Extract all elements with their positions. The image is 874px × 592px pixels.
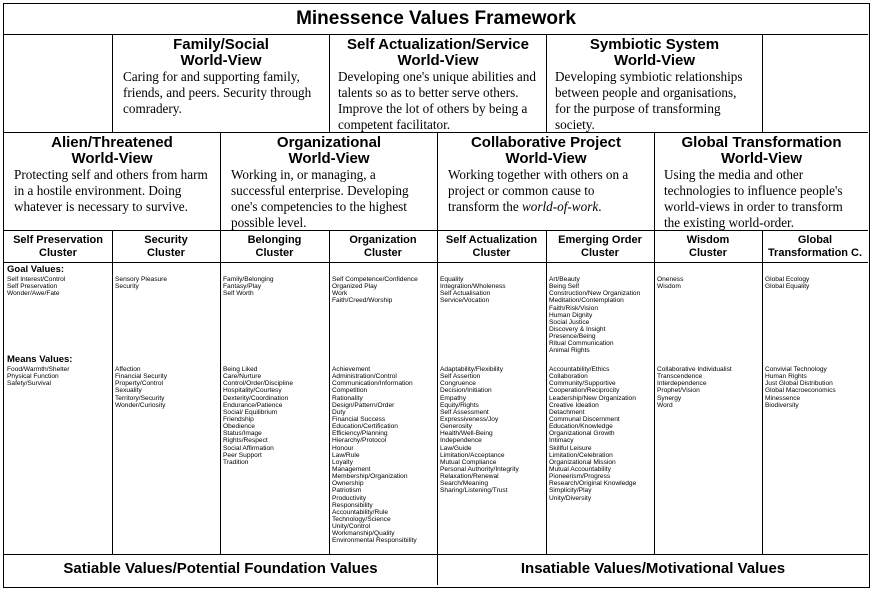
value-item: Organizational Growth xyxy=(549,430,615,438)
value-item: Social Affirmation xyxy=(223,444,274,452)
value-item: Wisdom xyxy=(657,283,681,291)
page-title: Minessence Values Framework xyxy=(296,8,576,29)
value-item: Security xyxy=(115,283,139,291)
worldview-family-social xyxy=(113,37,329,131)
means-values-list xyxy=(549,366,636,502)
worldview-description: between people and organisations, xyxy=(555,85,737,100)
value-item: Collaborative Individualist xyxy=(657,366,732,373)
cluster-header-line: Security xyxy=(144,234,188,246)
worldview-description: Working in, or managing, a xyxy=(231,167,376,182)
value-item: Human Rights xyxy=(765,373,807,381)
value-item: Generosity xyxy=(440,423,472,431)
worldview-title: World-View xyxy=(397,52,479,69)
cluster-header-organization xyxy=(329,234,437,260)
goal-values-list xyxy=(115,276,167,290)
value-item: Peer Support xyxy=(223,451,262,459)
value-item: Expressiveness/Joy xyxy=(440,415,499,423)
value-item: Status/Image xyxy=(223,430,262,438)
worldview-description: Using the media and other xyxy=(664,167,804,182)
rule-title xyxy=(4,34,868,35)
value-item: Fantasy/Play xyxy=(223,283,262,291)
goal-values-label: Goal Values: xyxy=(7,264,65,275)
value-item: Global Macroeconomics xyxy=(765,387,836,395)
value-item: Affection xyxy=(115,366,141,373)
goal-values-list xyxy=(440,276,506,305)
value-item: Financial Success xyxy=(332,415,386,423)
means-values-label: Means Values: xyxy=(7,354,73,365)
cluster-header-line: Cluster xyxy=(581,247,619,259)
value-item: Social/ Equilibrium xyxy=(223,408,278,416)
value-item: Care/Nurture xyxy=(223,373,262,381)
worldview-description: in a hostile environment. Doing xyxy=(14,183,182,198)
description-emphasis: world-of-work xyxy=(521,199,599,214)
value-item: Self Worth xyxy=(223,290,254,298)
value-item: Food/Warmth/Shelter xyxy=(7,366,70,373)
value-item: Duty xyxy=(332,408,346,416)
value-item: Safety/Survival xyxy=(7,380,51,388)
footer-satiable-values: Satiable Values/Potential Foundation Values xyxy=(63,560,378,577)
cluster-header-self-preservation xyxy=(4,234,112,260)
value-item: Limitation/Celebration xyxy=(549,451,613,459)
value-item: Synergy xyxy=(657,394,682,402)
cluster-header-line: Belonging xyxy=(247,234,302,246)
means-values-list xyxy=(440,366,519,495)
value-item: Tradition xyxy=(223,458,249,466)
divider xyxy=(546,230,547,554)
value-item: Accountability/Ethics xyxy=(549,366,610,373)
cluster-header-wisdom xyxy=(654,234,762,260)
worldview-description: the existing world-order. xyxy=(664,215,795,230)
worldview-title: World-View xyxy=(613,52,696,69)
means-values-list xyxy=(223,366,293,466)
value-item: Ownership xyxy=(332,480,364,488)
value-item: Communal Discernment xyxy=(549,415,620,423)
worldview-title: Organizational xyxy=(276,134,382,151)
worldview-title: Alien/Threatened xyxy=(51,134,173,151)
worldview-description: one's competencies to the highest xyxy=(231,199,407,214)
means-values-list xyxy=(115,366,167,409)
value-item: Interdependence xyxy=(657,380,707,388)
value-item: Physical Function xyxy=(7,373,59,381)
cluster-header-security xyxy=(112,234,220,260)
cluster-header-emerging-order xyxy=(546,234,654,260)
means-values-list xyxy=(765,366,836,409)
value-item: Dexterity/Coordination xyxy=(223,394,289,402)
value-item: Global Ecology xyxy=(765,276,810,283)
value-item: Rights/Respect xyxy=(223,437,268,445)
value-item: Faith/Creed/Worship xyxy=(332,297,393,305)
value-item: Research/Original Knowledge xyxy=(549,480,637,488)
value-item: Independence xyxy=(440,437,482,445)
value-item: Work xyxy=(332,290,348,298)
divider xyxy=(329,230,330,554)
value-item: Decision/Initiation xyxy=(440,387,492,395)
worldview-description: Caring for and supporting family, xyxy=(123,69,300,84)
value-item: Pioneerism/Progress xyxy=(549,473,611,481)
divider xyxy=(762,230,763,554)
value-item: Limitation/Acceptance xyxy=(440,451,505,459)
value-item: Obedience xyxy=(223,423,255,431)
value-item: Global Equality xyxy=(765,283,810,291)
value-item: Territory/Security xyxy=(115,394,165,402)
value-item: Sharing/Listening/Trust xyxy=(440,487,508,495)
cluster-header-line: Wisdom xyxy=(686,234,730,246)
worldview-description: society. xyxy=(555,117,595,132)
means-values-list xyxy=(657,366,732,409)
worldview-title: Family/Social xyxy=(173,36,269,53)
value-item: Wonder/Awe/Fate xyxy=(7,290,60,298)
value-item: Unity/Control xyxy=(332,523,371,531)
cluster-header-line: Organization xyxy=(349,234,417,246)
value-item: Law/Rule xyxy=(332,451,360,459)
cluster-header-line: Cluster xyxy=(472,247,511,259)
value-item: Prophet/Vision xyxy=(657,387,700,395)
value-item: Integration/Wholeness xyxy=(440,283,506,291)
worldview-title: World-View xyxy=(720,150,803,167)
value-item: Hospitality/Courtesy xyxy=(223,387,282,395)
worldview-title: Global Transformation xyxy=(681,134,842,151)
means-values-list xyxy=(7,366,69,387)
value-item: Membership/Organization xyxy=(332,473,408,481)
divider xyxy=(437,230,438,585)
value-item: Unity/Diversity xyxy=(549,494,592,502)
worldview-alien-threatened xyxy=(4,135,220,229)
value-item: Faith/Risk/Vision xyxy=(549,304,598,312)
goal-values-list xyxy=(765,276,809,290)
value-item: Rationality xyxy=(332,394,363,402)
value-item: Creative Ideation xyxy=(549,401,599,409)
value-item: Sexuality xyxy=(115,387,142,395)
value-item: Design/Pattern/Order xyxy=(332,401,395,409)
value-item: Search/Meaning xyxy=(440,480,489,488)
worldview-title: World-View xyxy=(288,150,370,167)
value-item: Education/Certification xyxy=(332,423,398,431)
value-item: Simplicity/Play xyxy=(549,487,592,495)
goal-values-list xyxy=(7,276,65,297)
value-item: Biodiversity xyxy=(765,401,799,409)
worldview-description: successful enterprise. Developing xyxy=(231,183,409,198)
divider xyxy=(112,230,113,554)
value-item: Management xyxy=(332,465,371,473)
cluster-header-line: Cluster xyxy=(255,247,294,259)
value-item: Construction/New Organization xyxy=(549,290,641,298)
value-item: Discovery & Insight xyxy=(549,325,606,333)
value-item: Word xyxy=(657,401,673,409)
cluster-header-line: Global xyxy=(797,234,833,246)
worldview-description: Developing symbiotic relationships xyxy=(555,69,743,84)
value-item: Equity/Rights xyxy=(440,401,479,409)
description-text: . xyxy=(598,199,602,214)
value-item: Wonder/Curiosity xyxy=(115,401,166,409)
worldview-description: Protecting self and others from harm xyxy=(14,167,208,182)
value-item: Being Self xyxy=(549,283,580,291)
value-item: Patriotism xyxy=(332,487,362,495)
value-item: Minessence xyxy=(765,394,801,402)
value-item: Property/Control xyxy=(115,380,164,388)
worldview-description: technologies to influence people's xyxy=(664,183,843,198)
value-item: Administration/Control xyxy=(332,373,397,381)
means-values-list xyxy=(332,366,417,545)
value-item: Efficiency/Planning xyxy=(332,430,388,438)
goal-values-list xyxy=(657,276,683,290)
value-item: Being Liked xyxy=(223,366,258,373)
worldview-description: possible level. xyxy=(231,215,307,230)
value-item: Self Competence/Confidence xyxy=(332,276,418,283)
cluster-header-line: Cluster xyxy=(689,247,727,259)
worldview-description: Improve the lot of others by being a xyxy=(338,101,528,116)
value-item: Productivity xyxy=(332,494,367,502)
worldview-description: Working together with others on a xyxy=(448,167,629,182)
value-item: Health/Well-Being xyxy=(440,430,493,438)
value-item: Community/Supportive xyxy=(549,380,616,388)
value-item: Environmental Responsibility xyxy=(332,537,417,545)
value-item: Self Assessment xyxy=(440,408,489,416)
value-item: Self Assertion xyxy=(440,373,481,381)
framework-table xyxy=(3,3,870,588)
value-item: Relaxation/Renewal xyxy=(440,473,499,481)
value-item: Workmanship/Quality xyxy=(332,530,395,538)
worldview-description: project or common cause to xyxy=(448,183,595,198)
cluster-header-global-transformation xyxy=(762,234,868,260)
divider xyxy=(762,34,763,132)
value-item: Hierarchy/Protocol xyxy=(332,437,387,445)
value-item: Responsibility xyxy=(332,501,373,509)
value-item: Art/Beauty xyxy=(549,276,580,283)
value-item: Mutual Accountability xyxy=(549,465,611,473)
value-item: Oneness xyxy=(657,276,684,283)
value-item: Equality xyxy=(440,276,464,283)
value-item: Human Dignity xyxy=(549,311,593,319)
value-item: Presence/Being xyxy=(549,333,596,341)
value-item: Intimacy xyxy=(549,437,574,445)
value-item: Transcendence xyxy=(657,373,703,381)
value-item: Honour xyxy=(332,444,354,452)
value-item: Cooperation/Reciprocity xyxy=(549,387,620,395)
worldview-description: for the purpose of transforming xyxy=(555,101,721,116)
value-item: Law/Guide xyxy=(440,444,472,452)
value-item: Convivial Technology xyxy=(765,366,827,373)
worldview-description: world-views in order to transform xyxy=(664,199,843,214)
value-item: Social Justice xyxy=(549,318,590,326)
worldview-description: comradery. xyxy=(123,101,182,116)
worldview-title: World-View xyxy=(505,150,587,167)
value-item: Friendship xyxy=(223,415,254,423)
value-item: Endurance/Patience xyxy=(223,401,283,409)
value-item: Control/Order/Discipline xyxy=(223,380,293,388)
value-item: Ritual Communication xyxy=(549,340,614,348)
value-item: Animal Rights xyxy=(549,347,590,355)
worldview-description: talents so as to better serve others. xyxy=(338,85,519,100)
rule-values xyxy=(4,554,868,555)
goal-values-list xyxy=(332,276,418,305)
worldview-description xyxy=(448,199,654,215)
value-item: Meditation/Contemplation xyxy=(549,297,624,305)
worldview-title: Symbiotic System xyxy=(589,36,720,53)
value-item: Congruence xyxy=(440,380,476,388)
value-item: Just Global Distribution xyxy=(765,380,833,388)
worldview-title: Self Actualization/Service xyxy=(346,36,529,53)
goal-values-list xyxy=(549,276,640,355)
value-item: Service/Vocation xyxy=(440,297,490,305)
cluster-header-line: Transformation C. xyxy=(767,247,863,259)
worldview-description: competent facilitator. xyxy=(338,117,451,132)
value-item: Adaptability/Flexibility xyxy=(440,366,504,373)
value-item: Organizational Mission xyxy=(549,458,616,466)
value-item: Loyalty xyxy=(332,458,353,466)
value-item: Self Interest/Control xyxy=(7,276,66,283)
worldview-description: friends, and peers. Security through xyxy=(123,85,312,100)
value-item: Mutual Compliance xyxy=(440,458,497,466)
value-item: Self Actualisation xyxy=(440,290,491,298)
cluster-header-line: Self Actualization xyxy=(445,234,538,246)
value-item: Personal Authority/Integrity xyxy=(440,465,519,473)
value-item: Technology/Science xyxy=(332,515,391,523)
value-item: Skillful Leisure xyxy=(549,444,592,452)
worldview-global-transformation xyxy=(655,135,868,229)
cluster-header-line: Cluster xyxy=(364,247,402,259)
cluster-header-line: Emerging Order xyxy=(558,234,642,246)
value-item: Collaboration xyxy=(549,373,588,381)
value-item: Sensory Pleasure xyxy=(115,276,168,283)
worldview-symbiotic-system xyxy=(547,37,762,131)
value-item: Organized Play xyxy=(332,283,378,291)
worldview-organizational xyxy=(221,135,437,229)
worldview-collaborative-project xyxy=(438,135,654,229)
value-item: Accountability/Rule xyxy=(332,508,389,516)
footer-insatiable-values: Insatiable Values/Motivational Values xyxy=(520,560,786,577)
value-item: Family/Belonging xyxy=(223,276,274,283)
value-item: Leadership/New Organization xyxy=(549,394,636,402)
divider xyxy=(220,230,221,554)
worldview-title: World-View xyxy=(180,52,262,69)
value-item: Achievement xyxy=(332,366,371,373)
rule-cluster-headers xyxy=(4,262,868,263)
worldview-title: World-View xyxy=(71,150,153,167)
value-item: Financial Security xyxy=(115,373,168,381)
value-item: Competition xyxy=(332,387,368,395)
description-text: transform the xyxy=(448,199,522,214)
cluster-header-line: Cluster xyxy=(147,247,185,259)
goal-values-list xyxy=(223,276,274,297)
cluster-header-line: Cluster xyxy=(39,247,77,259)
value-item: Communication/Information xyxy=(332,380,413,388)
value-item: Empathy xyxy=(440,394,467,402)
cluster-header-line: Self Preservation xyxy=(13,234,103,246)
value-item: Self Preservation xyxy=(7,283,58,291)
cluster-header-self-actualization xyxy=(437,234,546,260)
value-item: Education/Knowledge xyxy=(549,423,613,431)
worldview-title: Collaborative Project xyxy=(470,134,622,151)
divider xyxy=(654,230,655,554)
cluster-header-belonging xyxy=(220,234,329,260)
value-item: Detachment xyxy=(549,408,585,416)
worldview-description: Developing one's unique abilities and xyxy=(338,69,536,84)
worldview-description: whatever is necessary to survive. xyxy=(14,199,188,214)
worldview-self-actualization-service xyxy=(330,37,546,131)
